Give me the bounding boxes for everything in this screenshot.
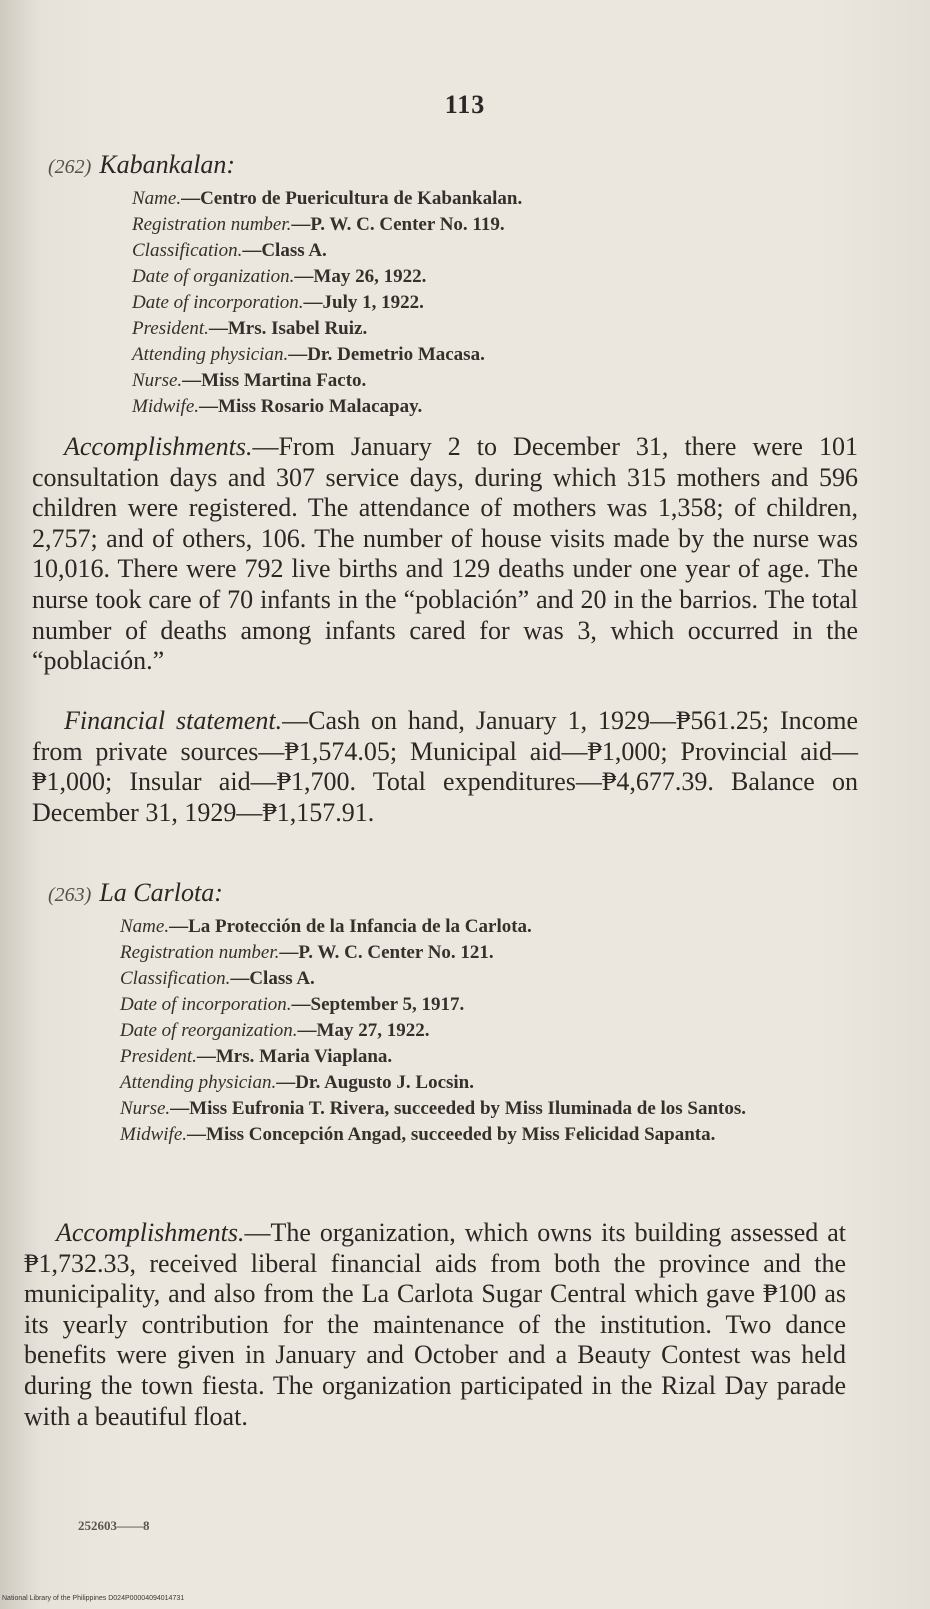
section-heading-263 [48, 878, 223, 908]
field-date-of-incorporation: Date of incorporation.—July 1, 1922. [132, 292, 424, 313]
field-registration-number: Registration number.—P. W. C. Center No. 121. [120, 942, 494, 963]
section-263-fields [120, 914, 865, 1148]
field-name: Name.—La Protección de la Infancia de la Carlota. [120, 916, 532, 937]
field-date-of-organization: Date of organization.—May 26, 1922. [132, 266, 427, 287]
field-nurse: Nurse.—Miss Martina Facto. [132, 370, 367, 391]
library-watermark: National Library of the Philippines D024P00004094014731 [2, 1595, 185, 1602]
section-263-accomplishments: Accomplishments.—The organization, which owns its building assessed at ₱1,732.33, received liberal financial aids from both the province and the municipality, and also from the La Carlota Sugar Central which gave ₱100 as its yearly contribution for the maintenance of the institution. Two dance benefits were given in January and October and a Beauty Contest was held during the town fiesta. The organization participated in the Rizal Day parade with a beautiful float. [24, 1218, 846, 1431]
field-date-of-incorporation: Date of incorporation.—September 5, 1917. [120, 994, 465, 1015]
field-name: Name.—Centro de Puericultura de Kabankalan. [132, 188, 523, 209]
field-attending-physician: Attending physician.—Dr. Augusto J. Locsin. [120, 1072, 474, 1093]
section-number: (263) [48, 884, 92, 906]
section-262-accomplishments: Accomplishments.—From January 2 to December 31, there were 101 consultation days and 307 service days, during which 315 mothers and 596 children were registered. The attendance of mothers was 1,358; of children, 2,757; and of others, 106. The number of house visits made by the nurse was 10,016. There were 792 live births and 129 deaths under one year of age. The nurse took care of 70 infants in the “población” and 20 in the barrios. The total number of deaths among infants cared for was 3, which occurred in the “población.” [32, 432, 858, 676]
field-president: President.—Mrs. Isabel Ruiz. [132, 318, 368, 339]
page-number: 113 [444, 90, 486, 119]
section-place: Kabankalan: [99, 150, 236, 179]
section-262-fields [132, 186, 862, 420]
section-heading-262 [48, 150, 235, 180]
field-midwife: Midwife.—Miss Concepción Angad, succeeded by Miss Felicidad Sapanta. [120, 1124, 716, 1145]
field-attending-physician: Attending physician.—Dr. Demetrio Macasa. [132, 344, 485, 365]
field-classification: Classification.—Class A. [120, 968, 315, 989]
section-number: (262) [48, 156, 92, 178]
field-date-of-reorganization: Date of reorganization.—May 27, 1922. [120, 1020, 430, 1041]
field-nurse: Nurse.—Miss Eufronia T. Rivera, succeeded by Miss Iluminada de los Santos. [120, 1098, 747, 1119]
section-262-financial-statement: Financial statement.—Cash on hand, January 1, 1929—₱561.25; Income from private sources—₱1,574.05; Municipal aid—₱1,000; Provincial aid—₱1,000; Insular aid—₱1,700. Total expenditures—₱4,677.39. Balance on December 31, 1929—₱1,157.91. [32, 706, 858, 827]
section-place: La Carlota: [99, 878, 223, 907]
printer-signature-code: 252603——8 [78, 1518, 150, 1533]
field-midwife: Midwife.—Miss Rosario Malacapay. [132, 396, 423, 417]
field-president: President.—Mrs. Maria Viaplana. [120, 1046, 393, 1067]
field-classification: Classification.—Class A. [132, 240, 327, 261]
field-registration-number: Registration number.—P. W. C. Center No. 119. [132, 214, 505, 235]
